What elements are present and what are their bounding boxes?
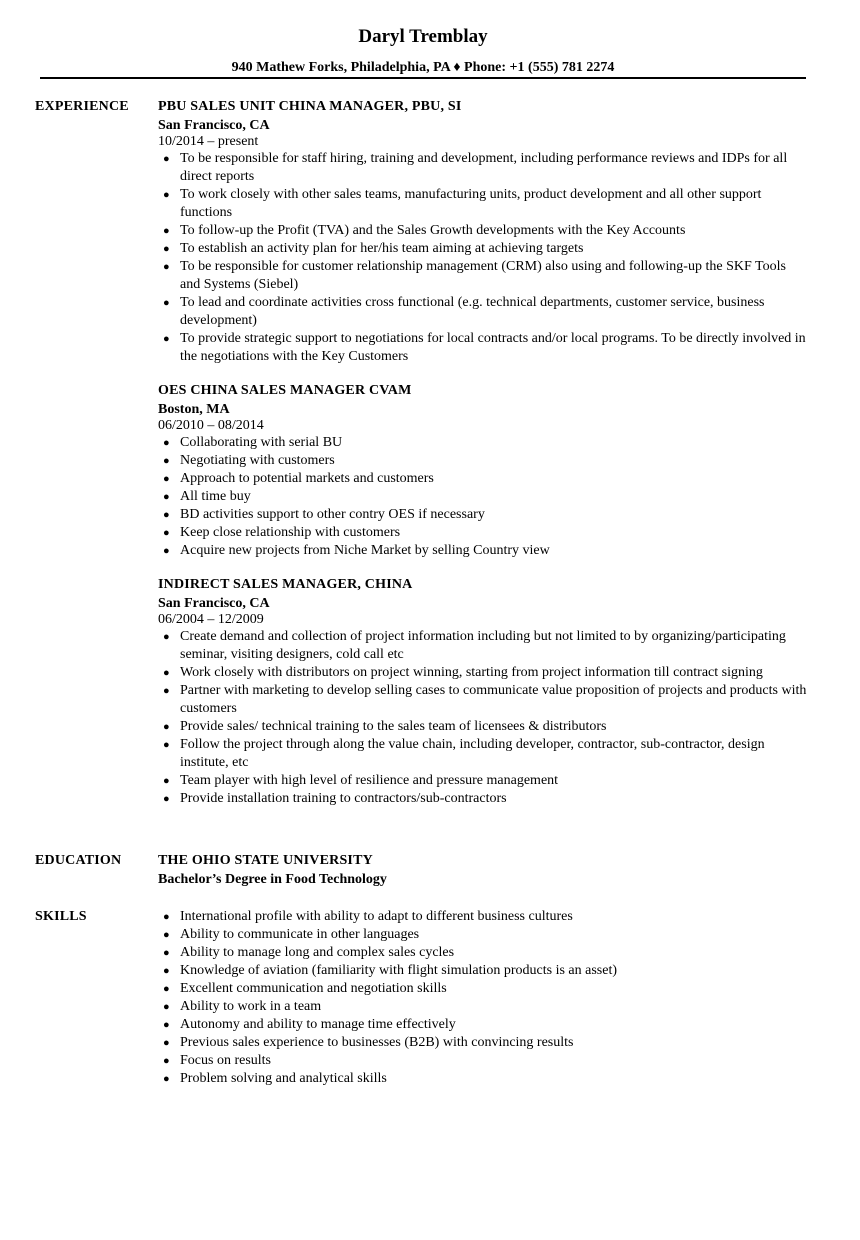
job-title: INDIRECT SALES MANAGER, CHINA — [158, 577, 413, 592]
bullet-icon: ● — [163, 1037, 170, 1049]
job-dates: 10/2014 – present — [158, 134, 259, 149]
bullet-icon: ● — [163, 793, 170, 805]
job-bullets — [158, 628, 808, 808]
bullet-icon: ● — [163, 261, 170, 273]
bullet-icon: ● — [163, 527, 170, 539]
bullet-icon: ● — [163, 437, 170, 449]
bullet-text: To follow-up the Profit (TVA) and the Sales Growth developments with the Key Accounts — [180, 223, 686, 238]
list-item — [158, 524, 808, 542]
bullet-text: Approach to potential markets and customers — [180, 471, 434, 486]
bullet-icon: ● — [163, 153, 170, 165]
list-item — [158, 736, 808, 772]
bullet-icon: ● — [163, 775, 170, 787]
skills-list — [158, 908, 808, 1088]
skill-text: Ability to communicate in other languages — [180, 927, 420, 942]
skill-text: Problem solving and analytical skills — [180, 1071, 387, 1086]
bullet-text: Work closely with distributors on project winning, starting from project information till contract signing — [180, 665, 763, 680]
section-heading-skills: SKILLS — [35, 909, 87, 924]
list-item — [158, 772, 808, 790]
school-name: THE OHIO STATE UNIVERSITY — [158, 853, 373, 868]
job-location: Boston, MA — [158, 402, 230, 417]
bullet-icon: ● — [163, 631, 170, 643]
bullet-icon: ● — [163, 455, 170, 467]
contact-line: 940 Mathew Forks, Philadelphia, PA ♦ Phone: +1 (555) 781 2274 — [231, 60, 615, 75]
bullet-icon: ● — [163, 929, 170, 941]
bullet-text: Acquire new projects from Niche Market by selling Country view — [180, 543, 550, 558]
list-item — [158, 718, 808, 736]
bullet-text: To be responsible for customer relationship management (CRM) also using and following-up the SKF Tools and Systems (Siebel) — [180, 259, 786, 292]
list-item — [158, 790, 808, 808]
resume-header — [0, 26, 846, 77]
bullet-icon: ● — [163, 1001, 170, 1013]
experience-list — [158, 98, 808, 824]
job-location: San Francisco, CA — [158, 118, 270, 133]
bullet-icon: ● — [163, 667, 170, 679]
bullet-icon: ● — [163, 243, 170, 255]
bullet-text: Negotiating with customers — [180, 453, 335, 468]
list-item — [158, 542, 808, 560]
job-title: OES CHINA SALES MANAGER CVAM — [158, 383, 412, 398]
list-item — [158, 186, 808, 222]
job-entry — [158, 98, 808, 366]
list-item — [158, 1034, 808, 1052]
job-title: PBU SALES UNIT CHINA MANAGER, PBU, SI — [158, 99, 462, 114]
list-item — [158, 222, 808, 240]
list-item — [158, 330, 808, 366]
bullet-icon: ● — [163, 333, 170, 345]
bullet-icon: ● — [163, 685, 170, 697]
bullet-text: Keep close relationship with customers — [180, 525, 401, 540]
bullet-text: BD activities support to other contry OES if necessary — [180, 507, 485, 522]
bullet-icon: ● — [163, 1055, 170, 1067]
list-item — [158, 664, 808, 682]
list-item — [158, 488, 808, 506]
list-item — [158, 1052, 808, 1070]
job-location: San Francisco, CA — [158, 596, 270, 611]
bullet-icon: ● — [163, 721, 170, 733]
bullet-icon: ● — [163, 509, 170, 521]
bullet-text: Team player with high level of resilience and pressure management — [180, 773, 559, 788]
bullet-text: Provide installation training to contractors/sub-contractors — [180, 791, 507, 806]
list-item — [158, 294, 808, 330]
skill-text: Knowledge of aviation (familiarity with flight simulation products is an asset) — [180, 963, 618, 978]
list-item — [158, 926, 808, 944]
bullet-icon: ● — [163, 491, 170, 503]
degree-name: Bachelor’s Degree in Food Technology — [158, 872, 387, 887]
bullet-text: To provide strategic support to negotiations for local contracts and/or local programs. To be directly involved in the negotiations with the Key Customers — [180, 331, 806, 364]
skill-text: Focus on results — [180, 1053, 271, 1068]
list-item — [158, 628, 808, 664]
list-item — [158, 962, 808, 980]
section-heading-education: EDUCATION — [35, 853, 122, 868]
bullet-text: To lead and coordinate activities cross functional (e.g. technical departments, customer service, business development) — [180, 295, 765, 328]
bullet-text: All time buy — [180, 489, 251, 504]
list-item — [158, 240, 808, 258]
bullet-icon: ● — [163, 225, 170, 237]
bullet-icon: ● — [163, 983, 170, 995]
bullet-text: Collaborating with serial BU — [180, 435, 343, 450]
job-bullets — [158, 434, 808, 560]
bullet-text: To establish an activity plan for her/his team aiming at achieving targets — [180, 241, 584, 256]
job-entry — [158, 382, 808, 560]
bullet-icon: ● — [163, 545, 170, 557]
job-bullets — [158, 150, 808, 366]
skill-text: International profile with ability to adapt to different business cultures — [180, 909, 573, 924]
bullet-text: Follow the project through along the value chain, including developer, contractor, sub-contractor, design institute, etc — [180, 737, 765, 770]
list-item — [158, 944, 808, 962]
bullet-icon: ● — [163, 189, 170, 201]
list-item — [158, 908, 808, 926]
bullet-icon: ● — [163, 947, 170, 959]
skill-text: Previous sales experience to businesses (B2B) with convincing results — [180, 1035, 574, 1050]
skill-text: Ability to manage long and complex sales cycles — [180, 945, 455, 960]
bullet-icon: ● — [163, 297, 170, 309]
bullet-text: Provide sales/ technical training to the sales team of licensees & distributors — [180, 719, 607, 734]
bullet-icon: ● — [163, 965, 170, 977]
skill-text: Autonomy and ability to manage time effectively — [180, 1017, 456, 1032]
list-item — [158, 1016, 808, 1034]
list-item — [158, 258, 808, 294]
job-dates: 06/2010 – 08/2014 — [158, 418, 264, 433]
list-item — [158, 452, 808, 470]
list-item — [158, 682, 808, 718]
bullet-icon: ● — [163, 1073, 170, 1085]
list-item — [158, 1070, 808, 1088]
bullet-icon: ● — [163, 911, 170, 923]
skill-text: Excellent communication and negotiation skills — [180, 981, 447, 996]
list-item — [158, 506, 808, 524]
list-item — [158, 980, 808, 998]
job-entry — [158, 576, 808, 808]
bullet-text: To be responsible for staff hiring, training and development, including performance reviews and IDPs for all direct reports — [180, 151, 788, 184]
bullet-icon: ● — [163, 739, 170, 751]
list-item — [158, 150, 808, 186]
bullet-text: Partner with marketing to develop selling cases to communicate value proposition of projects and products with customers — [180, 683, 807, 716]
skill-bullets — [158, 908, 808, 1088]
list-item — [158, 998, 808, 1016]
job-dates: 06/2004 – 12/2009 — [158, 612, 264, 627]
bullet-text: Create demand and collection of project information including but not limited to by organizing/participating seminar, visiting designers, cold call etc — [180, 629, 786, 662]
list-item — [158, 434, 808, 452]
education-entry — [158, 852, 808, 890]
bullet-text: To work closely with other sales teams, manufacturing units, product development and all other support functions — [180, 187, 762, 220]
list-item — [158, 470, 808, 488]
section-heading-experience: EXPERIENCE — [35, 99, 129, 114]
header-divider — [40, 77, 806, 79]
bullet-icon: ● — [163, 473, 170, 485]
bullet-icon: ● — [163, 1019, 170, 1031]
candidate-name: Daryl Tremblay — [358, 26, 488, 47]
skill-text: Ability to work in a team — [180, 999, 322, 1014]
